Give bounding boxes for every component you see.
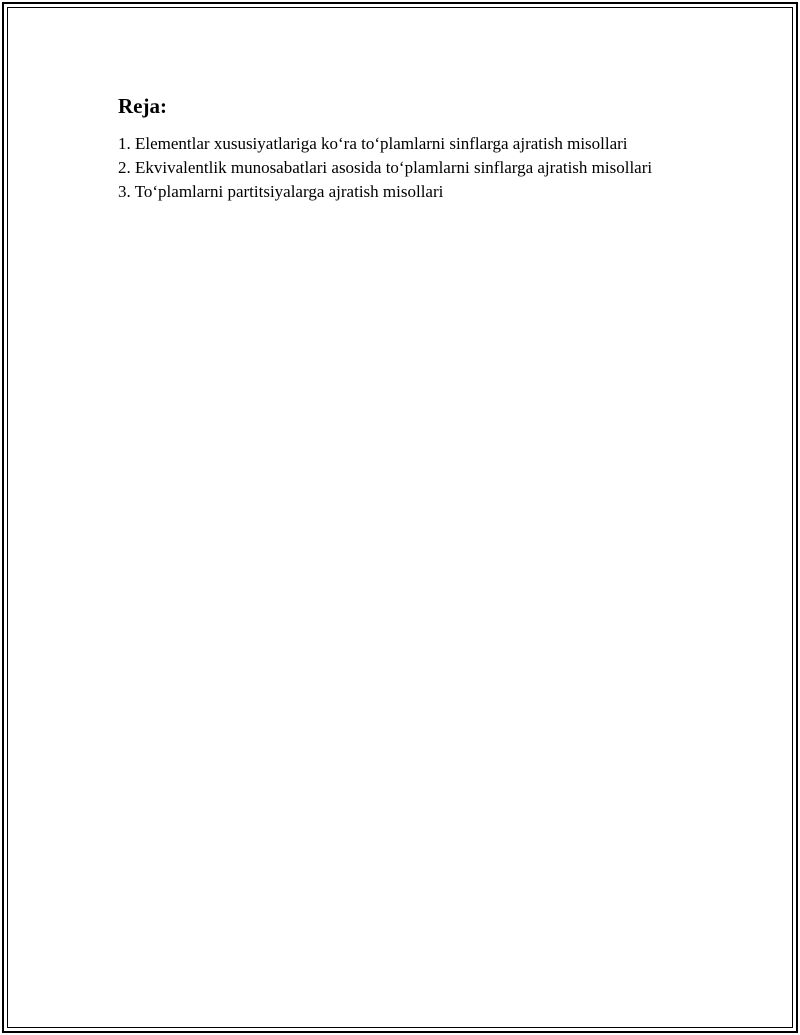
document-content	[118, 94, 678, 204]
plan-item-2: 2. Ekvivalentlik munosabatlari asosida to‘plamlarni sinflarga ajratish misollari	[118, 158, 653, 177]
plan-list	[118, 132, 678, 204]
plan-item-3: 3. To‘plamlarni partitsiyalarga ajratish misollari	[118, 182, 444, 201]
plan-item-1: 1. Elementlar xususiyatlariga ko‘ra to‘plamlarni sinflarga ajratish misollari	[118, 134, 628, 153]
plan-heading: Reja:	[118, 94, 167, 118]
